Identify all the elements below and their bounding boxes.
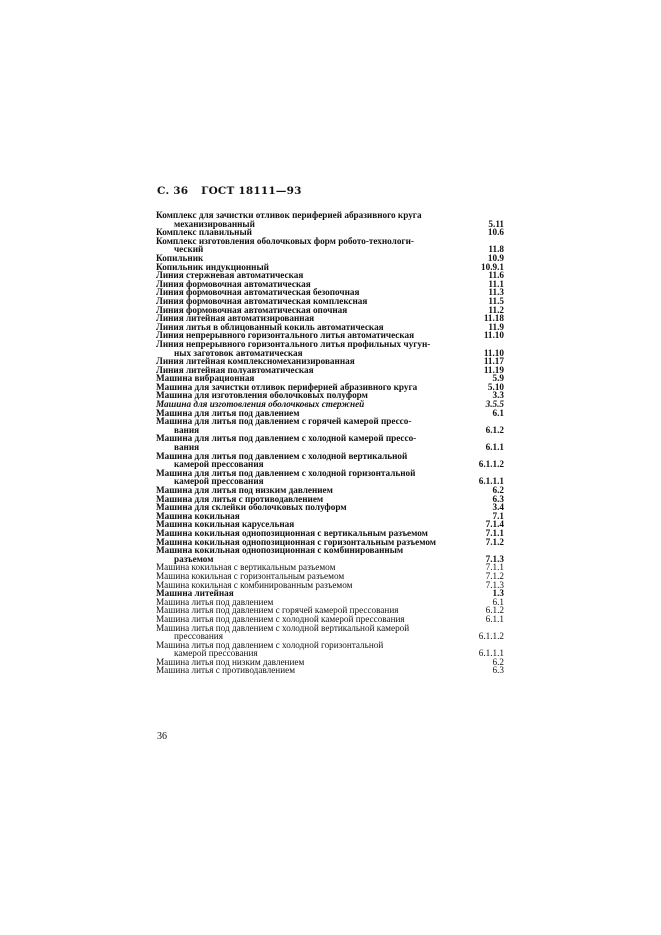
entry-code: 6.1	[492, 407, 504, 418]
entry-term	[156, 546, 516, 563]
entry-term	[156, 434, 516, 451]
entry-term-line: Машина литья с противодавлением	[156, 665, 296, 676]
entry-term-line: Машина для изготовления оболочковых полуформ	[156, 390, 368, 401]
entry-term-line: Машина для литья с противодавлением	[156, 493, 324, 504]
entry-code: 11.19	[483, 364, 504, 375]
entry-code: 11.2	[488, 304, 504, 315]
entry-term-line: Машина для литья под низким давлением	[156, 485, 333, 495]
entry-term-line: Машина для литья под давлением	[156, 407, 300, 418]
entry-term-line: Машина кокильная с вертикальным разъемом	[156, 562, 336, 573]
entry-term-line: Машина для литья под давлением с холодной камерой прессо-	[156, 433, 417, 444]
entry-term	[156, 641, 516, 658]
entry-code: 5.10	[487, 381, 504, 392]
entry-code: 11.8	[488, 244, 504, 255]
entry-term-line: Линия формовочная автоматическая опочная	[156, 304, 348, 315]
entry-code: 6.2	[492, 485, 504, 495]
entry-code: 6.3	[492, 493, 504, 504]
index-entry	[156, 417, 516, 434]
entry-code: 7.1.3	[485, 553, 504, 564]
entry-term-line: Машина для изготовления оболочковых стержней	[156, 399, 365, 410]
entry-code: 6.1.1	[485, 613, 504, 624]
entry-code: 6.1.2	[485, 424, 504, 435]
entry-term	[156, 417, 516, 434]
entry-code: 6.2	[492, 656, 504, 667]
entry-term-line: Линия литья в облицованный кокиль автоматическая	[156, 321, 384, 332]
entry-code: 7.1.3	[485, 579, 504, 590]
entry-code: 6.1.1.1	[478, 648, 504, 659]
entry-term-continuation: механизированный	[174, 218, 255, 229]
entry-code: 5.11	[488, 218, 504, 229]
entry-term-line: Линия литейная полуавтоматическая	[156, 364, 314, 375]
entry-code: 7.1.1	[485, 527, 504, 538]
entry-term-continuation: ных заготовок автоматическая	[174, 347, 303, 358]
entry-code: 6.1.1.2	[478, 459, 504, 470]
entry-code: 6.1.1.2	[478, 631, 504, 642]
entry-term-line: Машина литья под давлением с горячей камерой прессования	[156, 605, 399, 616]
entry-term-continuation: прессования	[174, 631, 223, 642]
standard-label: ГОСТ 18111—93	[201, 185, 302, 197]
entry-code: 5.9	[492, 373, 504, 384]
entry-code: 7.1.4	[485, 519, 504, 530]
entry-term-continuation: камерой прессования	[174, 476, 264, 487]
entry-term-continuation: вания	[174, 442, 200, 453]
entry-code: 6.1	[492, 596, 504, 607]
index-entry	[156, 641, 516, 658]
entry-code: 11.1	[488, 278, 504, 289]
entry-code: 6.1.2	[485, 605, 504, 616]
entry-code: 11.5	[488, 295, 504, 306]
entry-term	[156, 237, 516, 254]
entry-code: 11.9	[488, 321, 504, 332]
index-entry	[156, 624, 516, 641]
entry-term-line: Машина кокильная однопозиционная с вертикальным разъемом	[156, 527, 428, 538]
entry-term-line: Машина для литья под давлением с горячей камерой прессо-	[156, 416, 412, 427]
entry-code: 3.3	[492, 390, 504, 401]
entry-term	[156, 624, 516, 641]
entry-term-line: Машина кокильная с горизонтальным разъемом	[156, 570, 345, 581]
entry-code: 11.18	[483, 313, 504, 324]
entry-term-line: Машина литья под низким давлением	[156, 656, 305, 667]
entry-code: 6.1.1	[485, 442, 504, 453]
entry-term-line: Машина литейная	[156, 588, 234, 599]
entry-term	[156, 340, 516, 357]
entry-term-line: Машина кокильная с комбинированным разъемом	[156, 579, 353, 590]
entry-term-line: Линия непрерывного горизонтального литья профильных чугун-	[156, 338, 431, 349]
entry-term-line: Машина кокильная однопозиционная с комбинированным	[156, 545, 404, 556]
entry-code: 10.6	[487, 227, 504, 238]
index-entry	[156, 211, 516, 228]
entry-term-line: Машина для литья под давлением с холодной горизонтальной	[156, 467, 416, 478]
entry-term-line: Линия непрерывного горизонтального литья автоматическая	[156, 330, 415, 341]
entry-term	[156, 452, 516, 469]
entry-term-line: Линия стержневая автоматическая	[156, 270, 304, 281]
entry-code: 7.1.2	[485, 570, 504, 581]
entry-term-line: Машина кокильная карусельная	[156, 519, 295, 530]
entry-term-line: Линия формовочная автоматическая комплексная	[156, 295, 368, 306]
entry-term-line: Комплекс плавильный	[156, 227, 252, 238]
entry-term-line: Машина литья под давлением с холодной горизонтальной	[156, 639, 384, 650]
entry-term-line: Комплекс изготовления оболочковых форм робото-технологи-	[156, 235, 414, 246]
entry-term-line: Машина литья под давлением	[156, 596, 274, 607]
entry-term-line: Машина литья под давлением с холодной вертикальной камерой	[156, 622, 410, 633]
index-entry	[156, 546, 516, 563]
page-header	[157, 185, 311, 197]
entry-term-line: Линия литейная комплексномеханизированная	[156, 356, 355, 367]
entry-code: 11.6	[488, 270, 504, 281]
entry-code: 3.4	[492, 502, 504, 513]
entry-term-continuation: вания	[174, 424, 200, 435]
entry-term-line: Машина кокильная однопозиционная с горизонтальным разъемом	[156, 536, 437, 547]
entry-term-line: Машина для литья под давлением с холодной вертикальной	[156, 450, 408, 461]
entry-code: 6.1.1.1	[478, 476, 504, 487]
index-entry	[156, 434, 516, 451]
entry-code: 6.3	[492, 665, 504, 676]
entry-term-line: Машина вибрационная	[156, 373, 255, 384]
entry-term	[156, 211, 516, 228]
entry-code: 1.3	[492, 588, 504, 599]
entry-code: 11.10	[483, 347, 504, 358]
entry-code: 7.1	[492, 510, 504, 521]
entry-term-continuation: ческий	[174, 244, 204, 255]
entry-code: 7.1.2	[485, 536, 504, 547]
entry-code: 11.3	[488, 287, 504, 298]
entry-code: 7.1.1	[485, 562, 504, 573]
entry-term-line: Машина кокильная	[156, 510, 240, 521]
entry-code: 3.5.5	[485, 399, 504, 410]
entry-term-line: Копильник	[156, 252, 204, 263]
entry-term-continuation: камерой прессования	[174, 459, 264, 470]
index-entries	[156, 211, 516, 675]
page-number: 36	[157, 731, 167, 742]
index-entry	[156, 666, 516, 675]
page-label: С. 36	[157, 185, 189, 197]
entry-term-line: Линия литейная автоматизированная	[156, 313, 315, 324]
entry-term-line: Копильник индукционный	[156, 261, 269, 272]
entry-term-line: Комплекс для зачистки отливок периферией абразивного круга	[156, 210, 422, 220]
entry-term-line: Машина для зачистки отливок периферией абразивного круга	[156, 381, 418, 392]
entry-term-line: Линия формовочная автоматическая безопочная	[156, 287, 360, 298]
entry-term	[156, 469, 516, 486]
entry-term-continuation: камерой прессования	[174, 648, 258, 659]
index-entry	[156, 469, 516, 486]
entry-code: 10.9.1	[481, 261, 504, 272]
index-entry	[156, 452, 516, 469]
entry-term-line: Машина для склейки оболочковых полуформ	[156, 502, 347, 513]
entry-term	[156, 666, 516, 675]
index-entry	[156, 340, 516, 357]
entry-term-line: Машина литья под давлением с холодной камерой прессования	[156, 613, 405, 624]
entry-code: 11.10	[483, 330, 504, 341]
entry-code: 10.9	[487, 252, 504, 263]
entry-code: 11.17	[483, 356, 504, 367]
entry-term-continuation: разъемом	[174, 553, 214, 564]
entry-term-line: Линия формовочная автоматическая	[156, 278, 311, 289]
index-entry	[156, 237, 516, 254]
